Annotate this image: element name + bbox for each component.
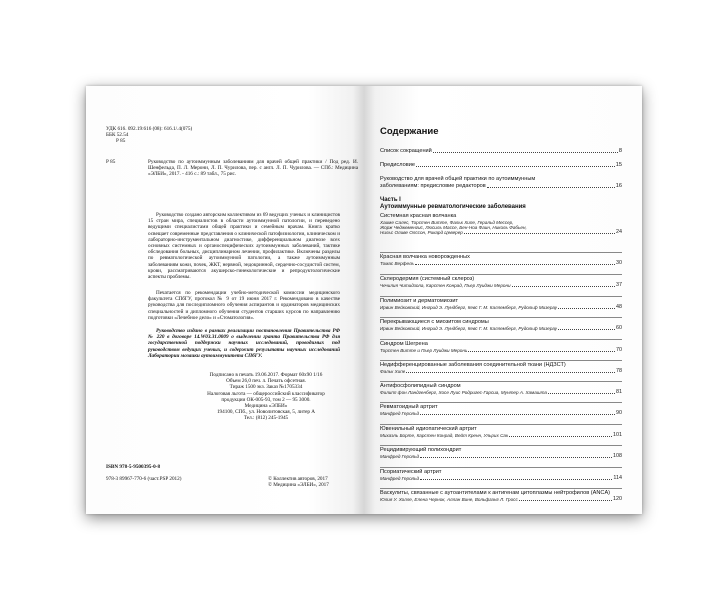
imprint-line: Тел.: (812) 245-1945	[243, 415, 289, 422]
imprint-line: продукции ОК-005-93, том 2 — 95 3000.	[221, 396, 311, 403]
toc-item-label: Список сокращений	[380, 148, 432, 154]
leader-dots	[487, 187, 615, 188]
toc-page-number: 15	[615, 162, 622, 168]
toc-section-authors: Михаэль Борте, Карстен Конрад, Вейт Кренн, Ульрих Сак 101	[380, 431, 622, 438]
imprint-line: Объем 26,0 печ. л. Печать офсетная.	[226, 378, 306, 385]
toc-section-title: Склеродермия (системный склероз)	[380, 276, 475, 282]
toc-section-title: Синдром Шегрена	[380, 341, 428, 347]
toc-item-line	[380, 183, 622, 190]
toc-page-number: 81	[616, 388, 622, 395]
toc-section-entry[interactable]	[380, 404, 622, 416]
author-mark: Р 85	[116, 138, 126, 145]
toc-page-number: 108	[613, 452, 622, 459]
toc-section-authors: Ирвин Вейковский, Ингрид Э. Лундберг, Кевс Г. М. Каллемберг, Рудольф Мизерау 60	[380, 324, 622, 331]
leader-dots	[468, 351, 615, 352]
toc-divider	[380, 467, 622, 468]
leader-dots	[415, 264, 615, 265]
toc-page-number: 37	[616, 281, 622, 288]
part-title: Аутоиммунные ревматологические заболевания	[380, 204, 526, 211]
toc-section-entry[interactable]	[380, 490, 622, 502]
imprint-line: Тираж 1500 экз. Заказ №1705334	[229, 384, 303, 391]
toc-section-authors: Манфред Герольд 114	[380, 474, 622, 481]
toc-section-authors: Ирвин Вейковский, Ингрид Э. Лундберг, Кевс Г. М. Каллемберг, Рудольф Мизерау 48	[380, 303, 622, 310]
toc-title: Содержание	[380, 126, 439, 137]
toc-page-number: 24	[616, 229, 622, 236]
toc-divider	[380, 445, 622, 446]
copyright-line: © Медицина «ЭЛБИ», 2017	[268, 482, 329, 489]
toc-section-authors: Манфред Герольд 90	[380, 409, 622, 416]
toc-divider	[380, 339, 622, 340]
toc-section-entry[interactable]	[380, 319, 622, 331]
imprint-line: 194100, СПб., ул. Новолитовская, 5, литер А	[216, 409, 316, 416]
toc-page-number: 101	[613, 431, 622, 438]
leader-dots	[420, 479, 612, 480]
toc-section-entry[interactable]	[380, 447, 622, 459]
leader-dots	[519, 500, 612, 501]
toc-page-number: 120	[613, 495, 622, 502]
toc-item[interactable]	[380, 162, 622, 169]
toc-section-authors: Торстен Витте и Пьер Луиджи Мерони 70	[380, 346, 622, 353]
toc-divider	[380, 317, 622, 318]
toc-section-title: Недифференцированные заболевания соединительной ткани (НДЗСТ)	[380, 362, 566, 368]
toc-page-number: 16	[615, 182, 622, 189]
toc-section-authors: Юлия У. Холле, Елена Чернок, Аллан Вине, Вольфганг Л. Гросс 120	[380, 495, 622, 502]
toc-page-number: 30	[616, 259, 622, 266]
udk-line: УДК 616. 092.19:616 (08): 616.1/.4(075)	[106, 126, 193, 132]
toc-page-number: 8	[618, 148, 622, 154]
leader-dots	[512, 286, 615, 287]
toc-section-entry[interactable]	[380, 469, 622, 481]
toc-divider	[380, 424, 622, 425]
toc-section-entry[interactable]	[380, 426, 622, 438]
isbn: ISBN 978-5-9500395-0-8	[106, 464, 161, 470]
copyright-block	[268, 476, 329, 488]
toc-section-title: Васкулиты, связанные с аутоантителами к антигенам цитоплазмы нейтрофилов (ANCA)	[380, 490, 611, 496]
left-page	[86, 86, 364, 514]
toc-section-entry[interactable]	[380, 362, 622, 374]
toc-divider	[380, 252, 622, 253]
entry-code: Р 85	[106, 159, 116, 165]
toc-section-entry[interactable]	[380, 341, 622, 353]
toc-divider	[380, 296, 622, 297]
toc-section-entry[interactable]	[380, 276, 622, 288]
toc-divider	[380, 488, 622, 489]
toc-section-title: Красная волчанка новорожденных	[380, 254, 470, 260]
toc-divider	[380, 360, 622, 361]
recommendation-paragraph: Печатается по рекомендации учебно-методической комиссии медицинского факультета СПбГУ, протокол № 9 от 19 июня 2017 г. Рекомендовано в качестве руководства для последипломного обучения аспирантов и ординаторов медицинских специальностей и дипломного обучения студентов старших курсов по направлению подготовки «Лечебное дело» и «Стоматология».	[148, 290, 340, 321]
leader-dots	[433, 152, 618, 153]
copyright-line: © Коллектив авторов, 2017	[268, 476, 328, 482]
toc-section-title: Рецидивирующий полихондрит	[380, 447, 462, 453]
toc-divider	[380, 402, 622, 403]
leader-dots	[420, 457, 612, 458]
toc-section-entry[interactable]	[380, 213, 622, 236]
toc-page-number: 70	[616, 346, 622, 353]
toc-section-authors: Филипп фон Ландгенберг, Хосе Луис Родригес-Гарсиа, Мунтер А. Хамашта 81	[380, 388, 622, 395]
toc-section-entry[interactable]	[380, 254, 622, 266]
grant-paragraph: Руководство издано в рамках реализации постановления Правительства РФ № 220 в договоре 14.W03.31.0009 о выделении гранта Правительства РФ для государственной поддержки научных исследований, проводимых под руководством ведущих ученых, и содержит результаты научных исследований Лаборатории мозаики аутоиммунитета СПбГУ.	[148, 328, 340, 359]
bbk-line: ББК 52.54	[106, 132, 129, 139]
book-spread	[86, 86, 642, 514]
toc-page-number: 114	[613, 474, 622, 481]
toc-page-number: 48	[616, 303, 622, 310]
toc-section-title: Ювенильный идиопатический артрит	[380, 426, 477, 432]
toc-section-title: Полимиозит и дерматомиозит	[380, 298, 459, 304]
toc-section-title: Антифосфолипидный синдром	[380, 383, 461, 389]
part-label: Часть I	[380, 197, 401, 203]
leader-dots	[509, 436, 612, 437]
leader-dots	[548, 393, 615, 394]
toc-section-authors: Чечилия Читидзола, Карстен Конрад, Пьер Луиджи Мерони 37	[380, 281, 622, 288]
leader-dots	[416, 166, 615, 167]
toc-divider	[380, 274, 622, 275]
toc-page-number: 78	[616, 367, 622, 374]
toc-item[interactable]	[380, 148, 622, 155]
toc-divider	[380, 381, 622, 382]
annotation-paragraph: Руководство создано авторским коллективом из 69 ведущих ученых и клиницистов 15 стран мира, специалистов в области аутоиммунной патологии, и переведено ведущими специалистами общей практики и семейным врачам. Книга кратко освещает современные представления о клинической патофизиологии, клиническом и лабораторно-инструментальном диагностике, дифференциальном диагнозе всех основных системных и органоспецифических аутоиммунных заболеваний, тактике обследования больных, дисциплинарном лечении, профилактике. Включены разделы по ревматологической аутоиммунной патологии, а также аутоиммунным заболеваниям кожи, почек, ЖКТ, нервной, эндокринной, сердечно-сосудистой систем, крови, рассматриваются акушерско-гинекологические и репродуктологические аспекты проблемы.	[148, 212, 341, 281]
toc-item-label: Предисловие	[380, 162, 415, 168]
leader-dots	[558, 308, 615, 309]
toc-item-label: заболеваниям: предисловие редакторов	[380, 182, 486, 189]
toc-section-authors: Томас Верфель 30	[380, 259, 622, 266]
toc-item-label: Руководство для врачей общей практики по аутоиммунным	[380, 176, 536, 182]
toc-section-authors: Жорж Чеджеменгис, Люсиль Массе, Бен-Ноа Фаин, Николь Фабьен,	[380, 225, 527, 230]
toc-section-authors: Манфред Герольд 108	[380, 452, 622, 459]
toc-section-authors: Нильс Оливе Олссон, Рикард Цеверер 24	[380, 229, 622, 236]
leader-dots	[406, 372, 615, 373]
toc-section-entry[interactable]	[380, 298, 622, 310]
leader-dots	[420, 414, 615, 415]
imprint-line: Налоговая льгота — общероссийский классификатор	[207, 390, 325, 397]
udk-block	[106, 126, 192, 145]
toc-page-number: 60	[616, 324, 622, 331]
right-page	[364, 86, 642, 514]
part-heading	[380, 197, 526, 211]
toc-section-title: Ревматоидный артрит	[380, 404, 438, 410]
toc-section-title: Псориатический артрит	[380, 469, 442, 475]
toc-section-entry[interactable]	[380, 383, 622, 395]
toc-section-authors: Фальк Хипе 78	[380, 367, 622, 374]
imprint-line: Подписано в печать 19.06.2017. Формат 60х90 1/16	[209, 372, 323, 378]
entry-text: Руководство по аутоиммунным заболеваниям для врачей общей практики / Под ред. И. Шенфельда, П. Л. Мерони, Л. П. Чуриловa, пер. с англ. Л. П. Чурилова. — СПб.: Медицина «ЭЛБИ», 2017. - 416 с.: 89 табл., 75 рис.	[148, 159, 358, 178]
leader-dots	[464, 233, 615, 234]
toc-section-title: Системная красная волчанка	[380, 213, 457, 219]
isbn-secondary: 978-3 89967-770-6 (част.PSP 2012)	[106, 476, 182, 482]
toc-section-title: Перекрывающиеся с миозитом синдромы	[380, 319, 489, 325]
leader-dots	[558, 329, 615, 330]
toc-section-authors: Хаиме Салес, Торстен Витте, Фальк Хипе, Геральд Мессер,	[380, 219, 514, 225]
toc-page-number: 90	[616, 409, 622, 416]
toc-item[interactable]	[380, 176, 622, 189]
imprint-line: Медицина «ЭЛБИ»	[244, 403, 288, 410]
imprint-block	[206, 372, 326, 422]
